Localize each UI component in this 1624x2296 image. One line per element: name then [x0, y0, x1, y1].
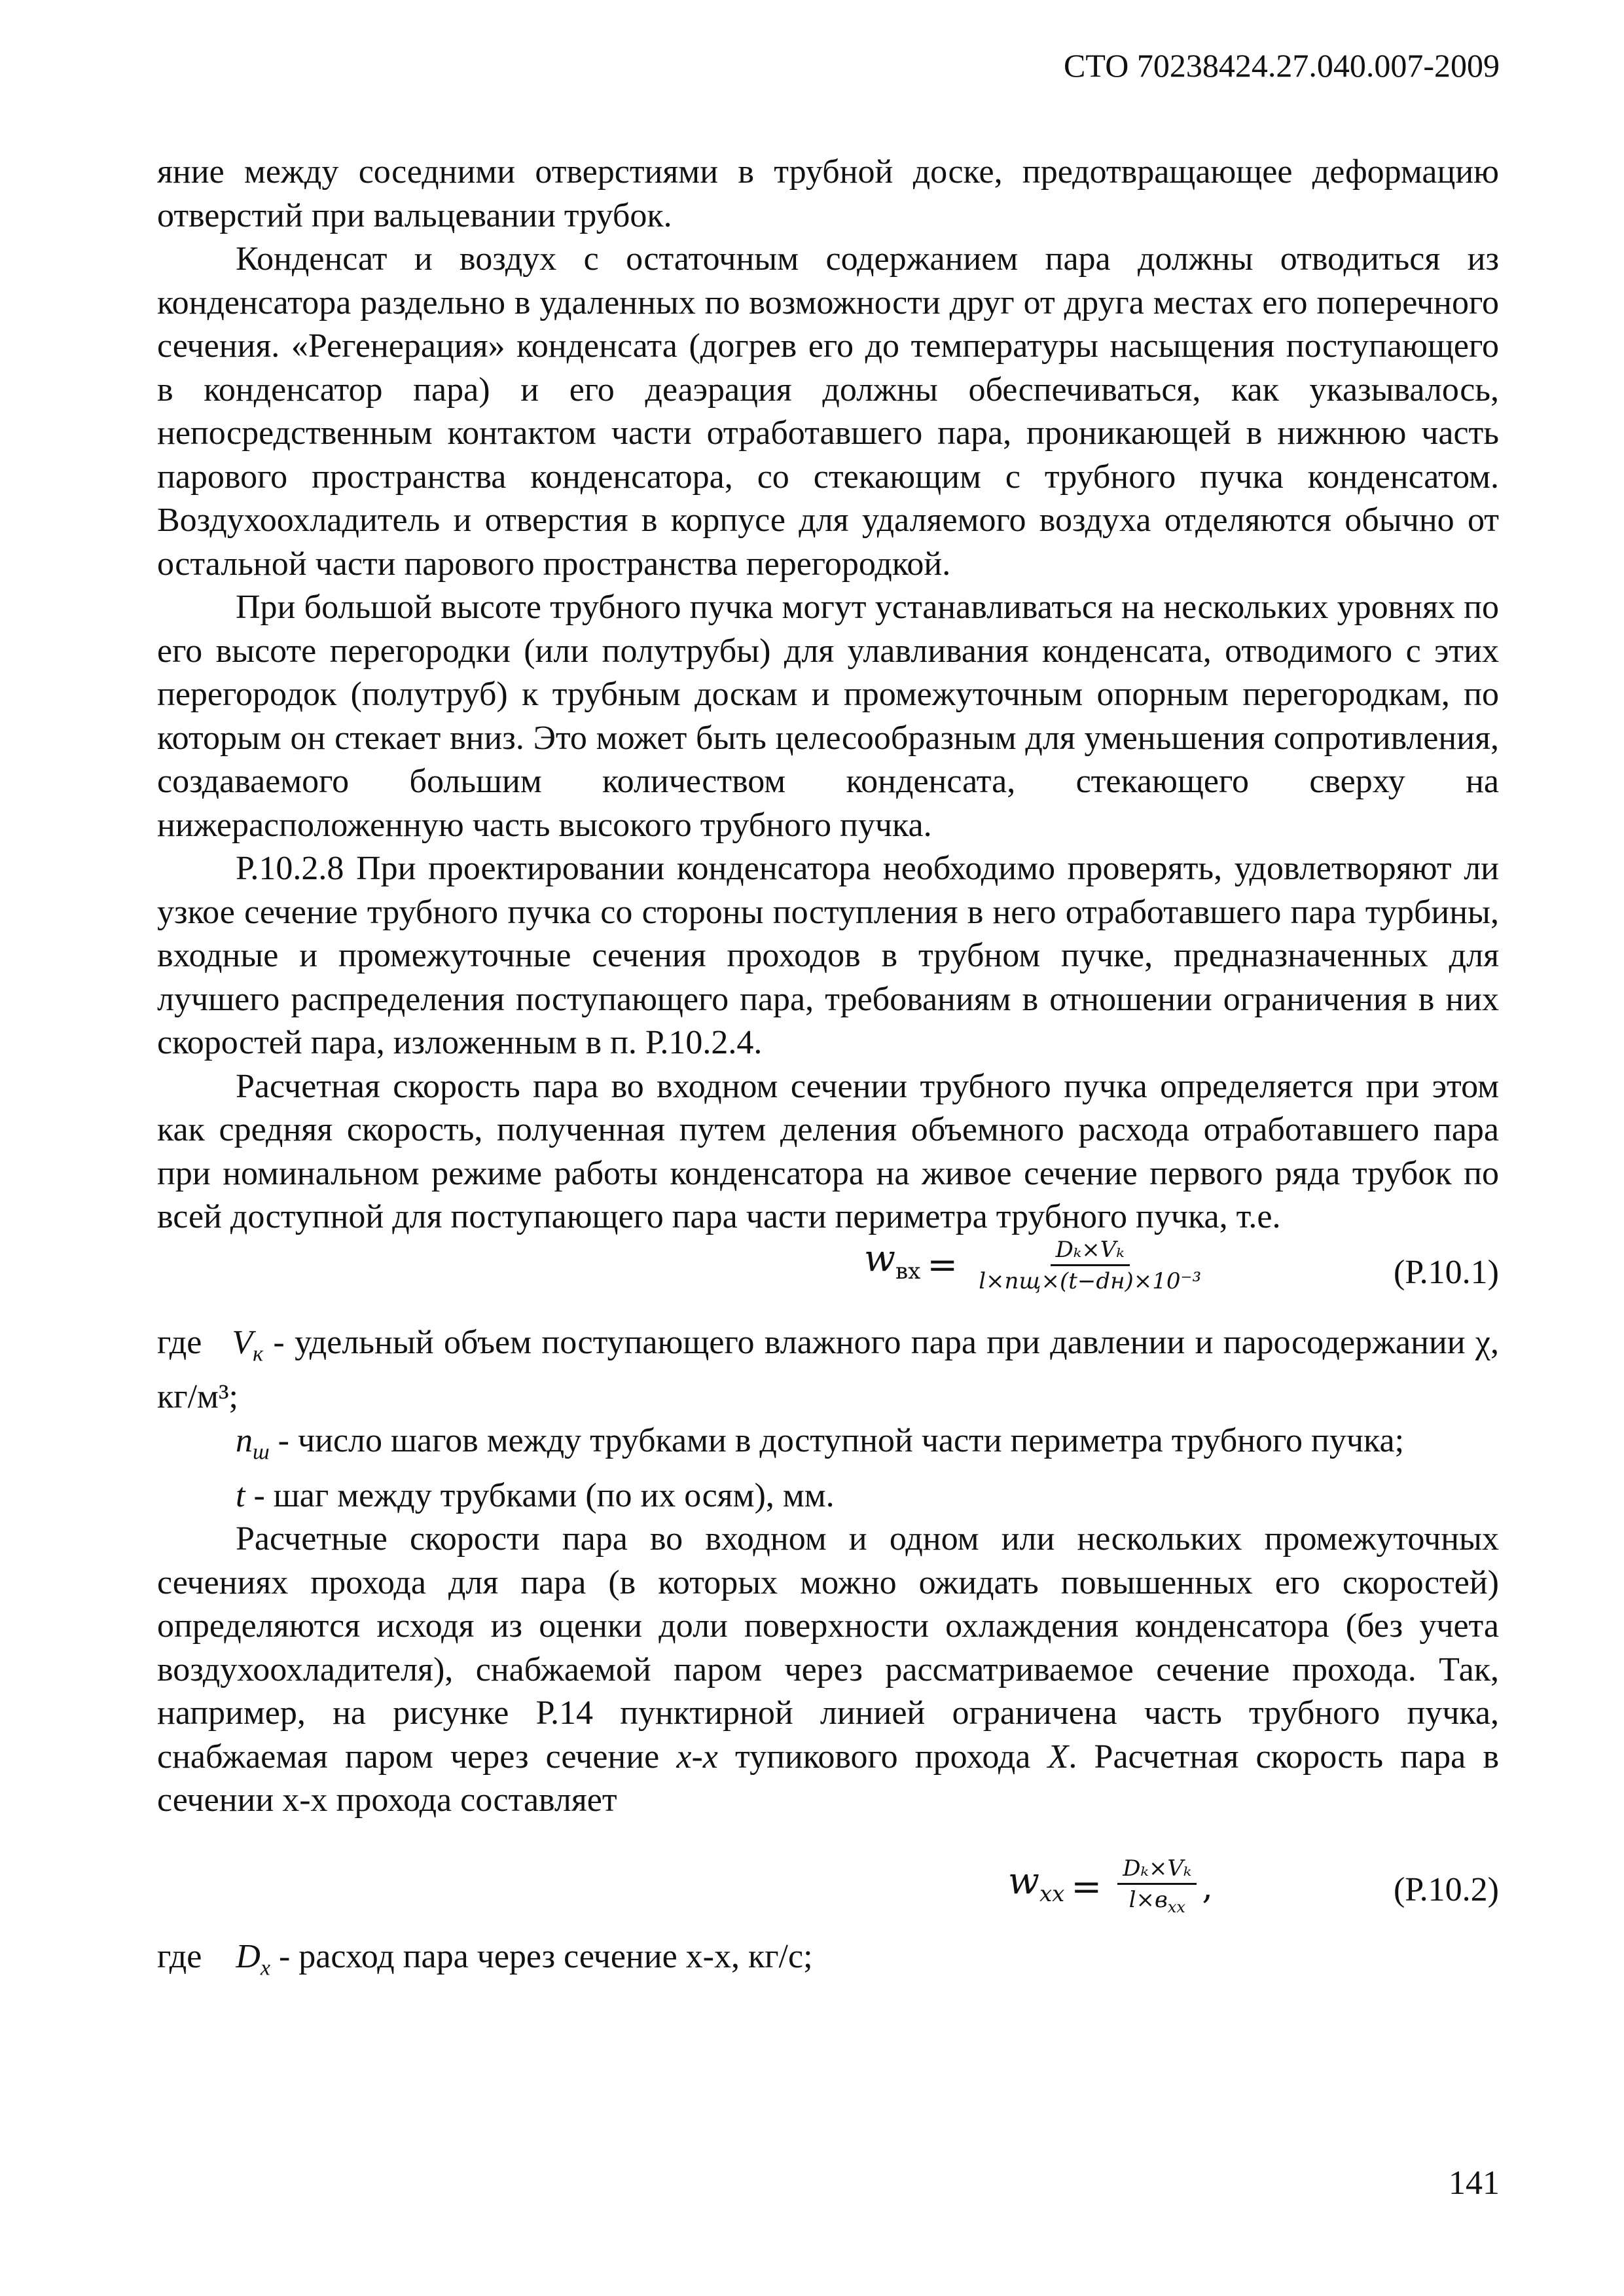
paragraph-condensate: Конденсат и воздух с остаточным содержанием пара должны отводиться из конденсатора раздельно в удаленных по возможности друг от друга местах его поперечного сечения. «Регенерация» конденсата (догрев его до температуры насыщения поступающего в конденсатор пара) и его деаэрация должны обеспечиваться, как указывалось, непосредственным контактом части отработавшего пара, проникающей в нижнюю часть парового пространства конденсатора, со стекающим с трубного пучка конденсатом. Воздухоохладитель и отверстия в корпусе для удаляемого воздуха отделяются обычно от остальной части парового пространства перегородкой.: [157, 240, 1499, 583]
fraction: [973, 1235, 1206, 1296]
fraction-denominator: $l\times в_{xx}$: [1128, 1886, 1185, 1916]
fraction: [1117, 1854, 1197, 1922]
fraction-numerator: Dₖ×Vₖ: [1117, 1854, 1197, 1885]
definition-dx: где $D_x$ - расход пара через сечение х-х, кг/с;: [157, 1937, 813, 1980]
paragraph-continuation: яние между соседними отверстиями в трубной доске, предотвращающее деформацию отверстий при вальцевании трубок.: [157, 153, 1499, 234]
fraction-denominator: l×nщ×(t−dн)×10⁻³: [979, 1267, 1202, 1294]
equation-p-10-1: [157, 1236, 1499, 1321]
formula-p-10-1: $w_{вх}$ = $\frac{\text{Dₖ×Vₖ}}{\text{l×nщ×(t−dн)×10⁻³}}$: [864, 1235, 1206, 1296]
definition-nsh: $n_ш$ - число шагов между трубками в доступной части периметра трубного пучка;: [236, 1421, 1405, 1465]
paragraph-section-p-10-2-8: Р.10.2.8 При проектировании конденсатора необходимо проверять, удовлетворяют ли узкое сечение трубного пучка со стороны поступления в него отработавшего пара турбины, входные и промежуточные сечения проходов в трубном пучке, предназначенных для лучшего распределения поступающего пара, требованиям в отношении ограничения в них скоростей пара, изложенным в п. Р.10.2.4.: [157, 850, 1499, 1061]
document-body: [157, 151, 1499, 1990]
paragraph-design-velocity: Расчетная скорость пара во входном сечении трубного пучка определяется при этом как средняя скорость, полученная путем деления объемного расхода отработавшего пара при номинальном режиме работы конденсатора на живое сечение первого ряда трубок по всей доступной для поступающего пара части периметра трубного пучка, т.е.: [157, 1067, 1499, 1235]
document-code-header: СТО 70238424.27.040.007-2009: [1064, 47, 1500, 84]
equation-p-10-2: [157, 1857, 1499, 1935]
page-number: 141: [1449, 2164, 1500, 2202]
paragraph-tube-bundle: При большой высоте трубного пучка могут устанавливаться на нескольких уровнях по его высоте перегородки (или полутрубы) для улавливания конденсата, отводимого с этих перегородок (полутруб) к трубным доскам и промежуточным опорным перегородкам, по которым он стекает вниз. Это может быть целесообразным для уменьшения сопротивления, создаваемого большим количеством конденсата, стекающего сверху на нижерасположенную часть высокого трубного пучка.: [157, 589, 1499, 844]
formula-p-10-2: $w_{xx}$ = $\frac{\text{Dₖ×Vₖ}}{l\times в_{xx}}$ ,: [1008, 1854, 1213, 1922]
paragraph-intermediate-sections: Расчетные скорости пара во входном и одном или нескольких промежуточных сечениях прохода для пара (в которых можно ожидать повышенных его скоростей) определяются исходя из оценки доли поверхности охлаждения конденсатора (без учета воздухоохладителя), снабжаемой паром через рассматриваемое сечение прохода. Так, например, на рисунке Р.14 пунктирной линией ограничена часть трубного пучка, снабжаемая паром через сечение x-x тупикового прохода X. Расчетная скорость пара в сечении х-х прохода составляет: [157, 1520, 1500, 1819]
definition-vk: где $V_к$ - удельный объем поступающего влажного пара при давлении и паросодержании χ, кг/м³;: [157, 1323, 1500, 1416]
equation-number: (Р.10.1): [1393, 1253, 1499, 1291]
equation-number: (Р.10.2): [1393, 1870, 1499, 1908]
definition-t: t - шаг между трубками (по их осям), мм.: [236, 1476, 835, 1514]
fraction-numerator: Dₖ×Vₖ: [1051, 1235, 1130, 1266]
